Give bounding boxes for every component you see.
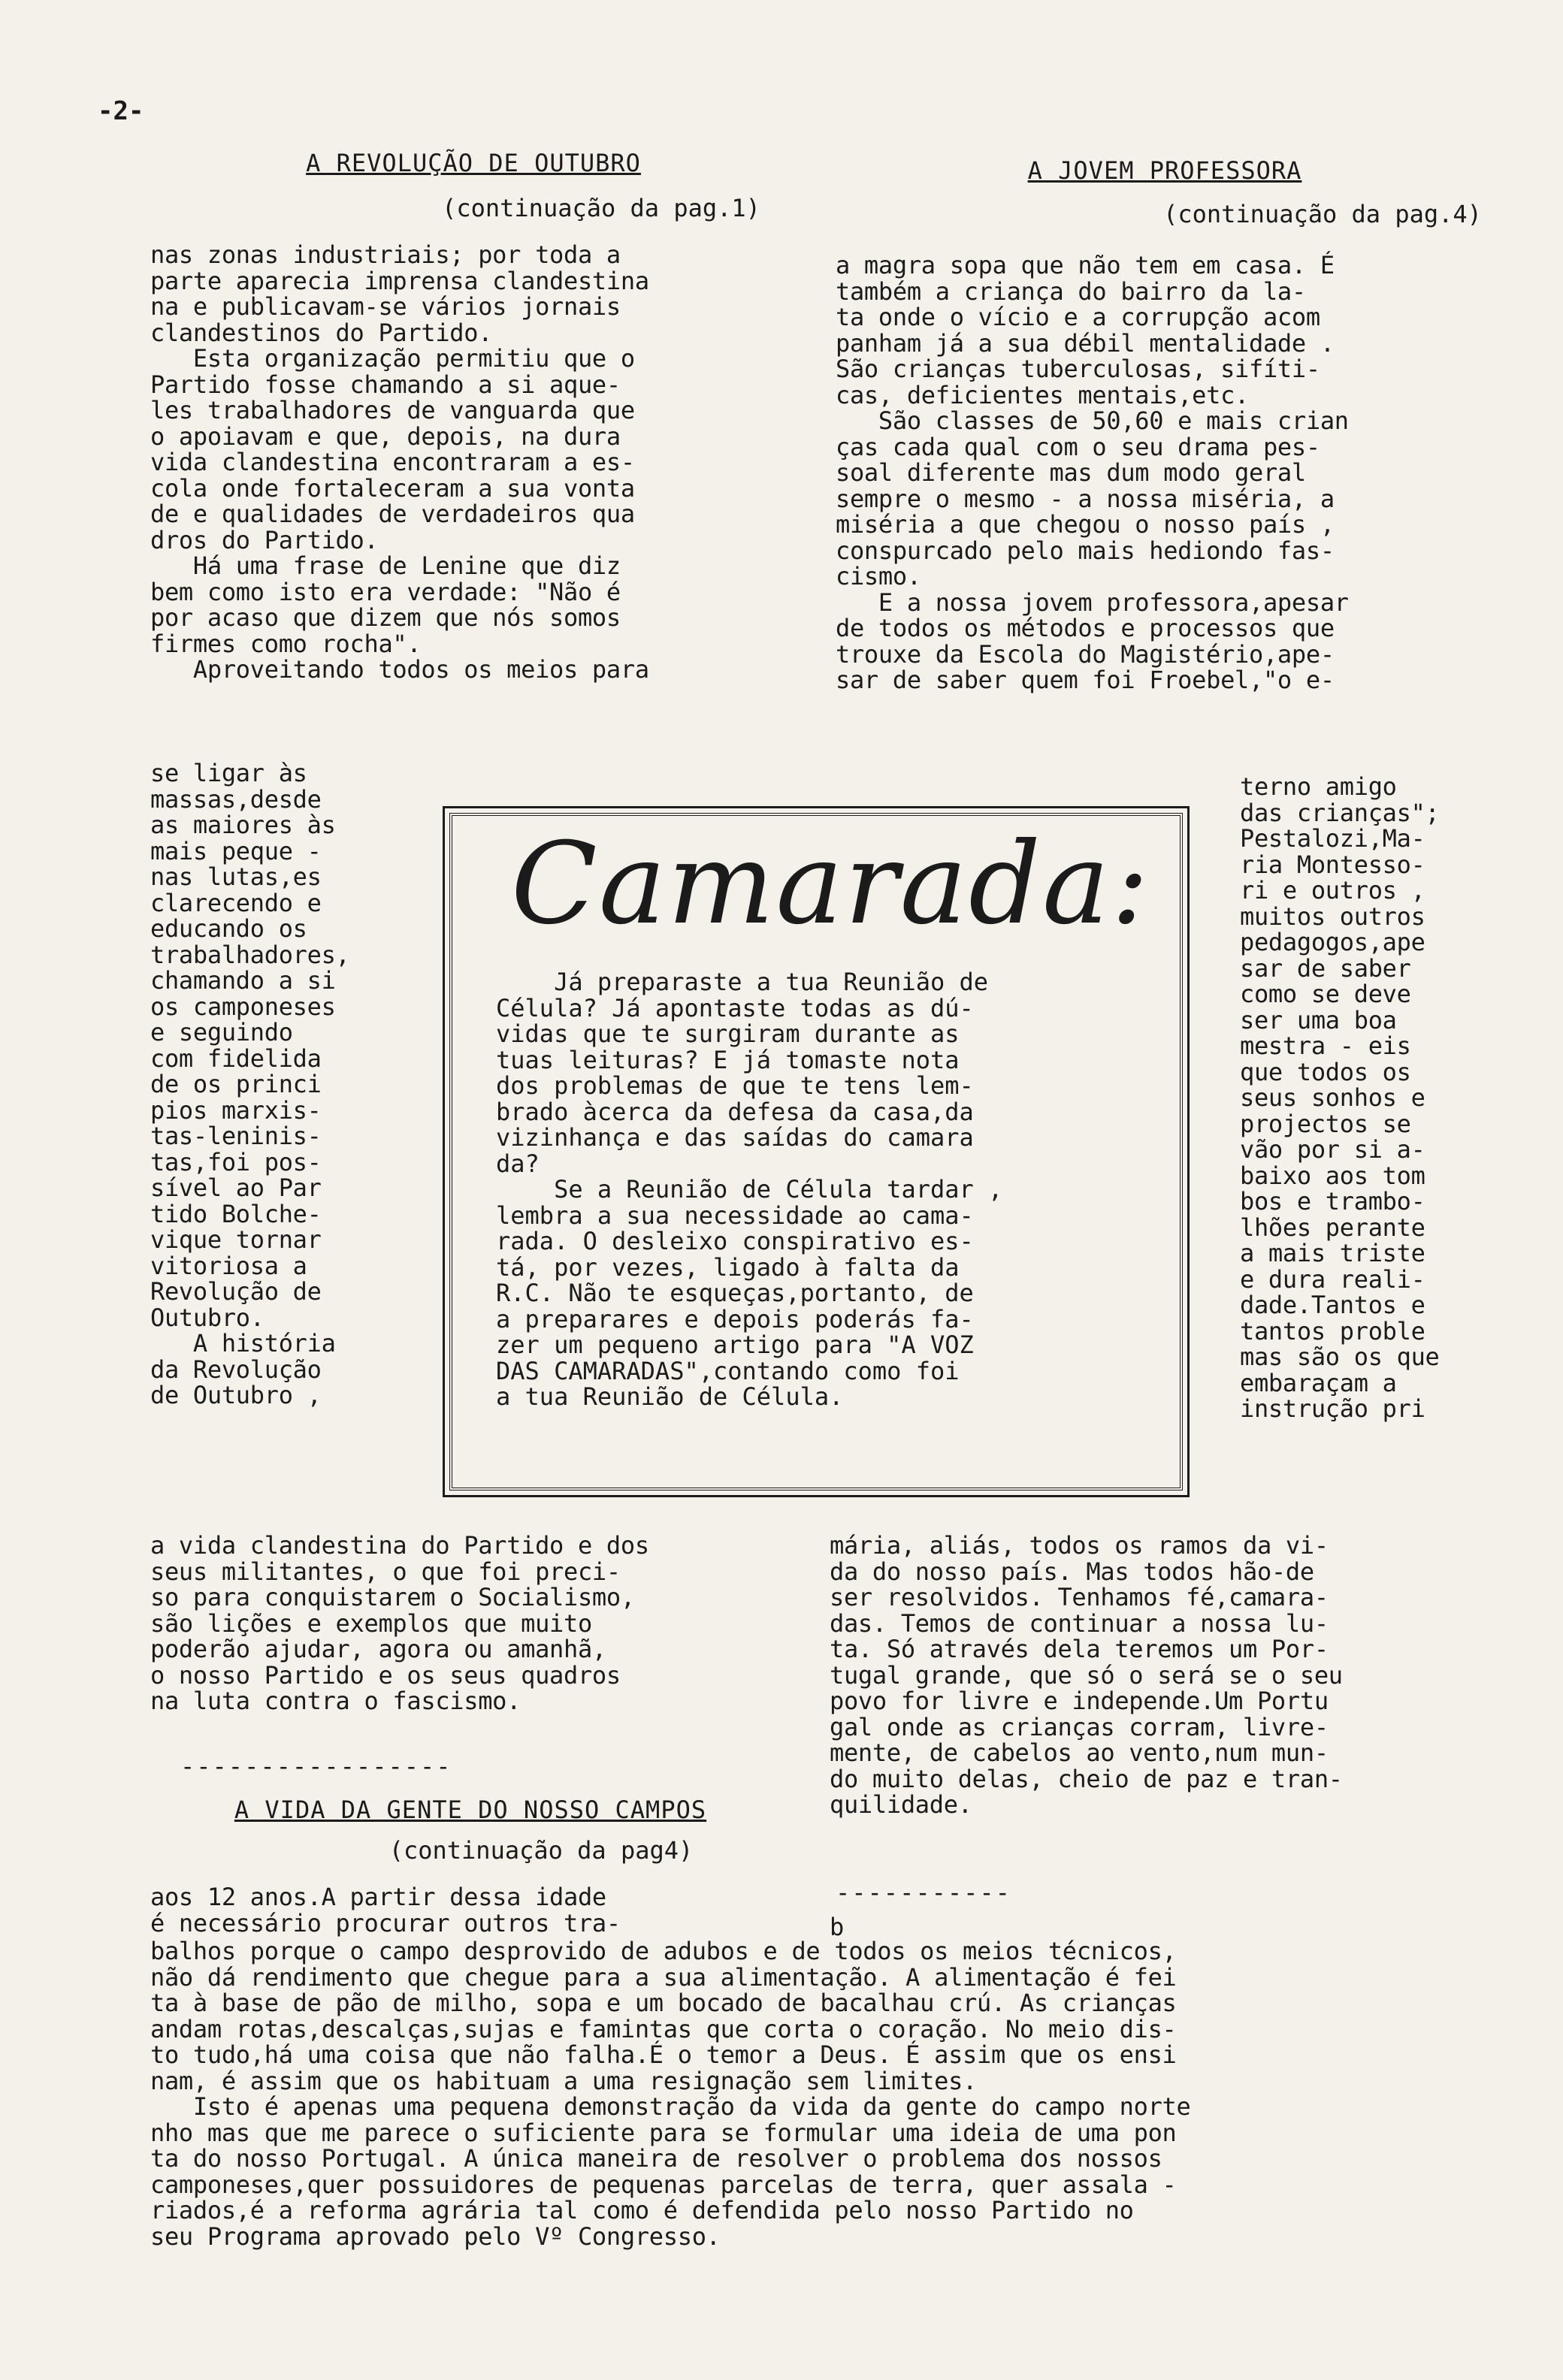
professora-continuation: (continuação da pag.4) (1163, 200, 1482, 228)
text-line: e dura reali- (1240, 1264, 1425, 1294)
text-line: ria Montesso- (1240, 850, 1425, 879)
text-line: embaraçam a (1240, 1368, 1397, 1397)
text-line: vidas que te surgiram durante as (496, 1019, 960, 1048)
text-line: Se a Reunião de Célula tardar , (496, 1175, 1003, 1204)
camarada-box-title: Camarada: (511, 819, 1150, 950)
text-line: Isto é apenas uma pequena demonstração da vida da gente do campo norte (150, 2092, 1191, 2121)
text-line: a preparares e depois poderás fa- (496, 1304, 974, 1333)
text-line: cas, deficientes mentais,etc. (836, 380, 1250, 409)
text-line: de todos os métodos e processos que (836, 614, 1335, 642)
text-line: chamando a si (150, 966, 336, 995)
text-line: tuas leituras? E já tomaste nota (496, 1045, 960, 1074)
text-line: ser uma boa (1240, 1005, 1397, 1034)
text-line: massas,desde (150, 784, 322, 814)
text-line: do muito delas, cheio de paz e tran- (830, 1764, 1343, 1793)
text-line: lembra a sua necessidade ao cama- (496, 1201, 974, 1230)
text-line: R.C. Não te esqueças,portanto, de (496, 1279, 974, 1307)
revolucao-bottom-text (150, 1533, 649, 1714)
text-line: quilidade. (830, 1790, 972, 1819)
text-line: bos e trambo- (1240, 1187, 1425, 1216)
text-line: na e publicavam-se vários jornais (150, 292, 621, 321)
text-line: se ligar às (150, 759, 307, 787)
text-line: andam rotas,descalças,sujas e famintas que corta o coração. No meio dis- (150, 2014, 1177, 2043)
text-line: tantos proble (1240, 1316, 1425, 1346)
text-line: e seguindo (150, 1018, 293, 1047)
text-line: sar de saber quem foi Froebel,"o e- (836, 666, 1335, 694)
text-line: seus militantes, o que foi preci- (150, 1557, 621, 1586)
text-line: vique tornar (150, 1225, 322, 1254)
text-line: seu Programa aprovado pelo Vº Congresso. (150, 2221, 721, 2251)
text-line: com fidelida (150, 1044, 322, 1073)
text-line: tido Bolche- (150, 1199, 322, 1228)
text-line: São crianças tuberculosas, sifíti- (836, 355, 1320, 383)
text-line: Aproveitando todos os meios para (150, 655, 649, 684)
text-line: ças cada qual com o seu drama pes- (836, 432, 1320, 461)
text-line: Há uma frase de Lenine que diz (150, 551, 621, 580)
text-line: balhos porque o campo desprovido de adubos e de todos os meios técnicos, (150, 1937, 1177, 1965)
text-line: da Revolução (150, 1355, 322, 1384)
text-line: mente, de cabelos ao vento,num mun- (830, 1738, 1329, 1767)
text-line: mais peque - (150, 836, 322, 865)
text-line: de Outubro , (150, 1381, 322, 1409)
text-line: instrução pri (1240, 1394, 1425, 1423)
campos-stray-mark: b (830, 1913, 844, 1941)
text-line: Partido fosse chamando a si aque- (150, 370, 621, 399)
text-line: também a criança do bairro da la- (836, 276, 1306, 306)
text-line: das crianças"; (1240, 798, 1440, 827)
text-line: sempre o mesmo - a nossa miséria, a (836, 484, 1335, 513)
text-line: riados,é a reforma agrária tal como é defendida pelo nosso Partido no (150, 2196, 1134, 2224)
text-line: da do nosso país. Mas todos hão-de (830, 1557, 1314, 1586)
text-line: brado àcerca da defesa da casa,da (496, 1097, 974, 1126)
page-number: -2- (98, 96, 144, 126)
text-line: mária, aliás, todos os ramos da vi- (830, 1531, 1329, 1560)
text-line: vão por si a- (1240, 1135, 1425, 1164)
text-line: nas zonas industriais; por toda a (150, 240, 621, 269)
text-line: não dá rendimento que chegue para a sua alimentação. A alimentação é fei (150, 1962, 1177, 1992)
revolucao-top-text (150, 242, 649, 683)
text-line: pedagogos,ape (1240, 928, 1425, 956)
professora-top-text (836, 252, 1349, 693)
text-line: é necessário procurar outros tra- (150, 1908, 621, 1938)
text-line: trabalhadores, (150, 940, 350, 969)
text-line: da? (496, 1149, 540, 1178)
text-line: Outubro. (150, 1303, 265, 1332)
text-line: clandestinos do Partido. (150, 318, 493, 347)
text-line: educando os (150, 914, 307, 943)
text-line: de e qualidades de verdadeiros qua (150, 500, 635, 528)
text-line: DAS CAMARADAS",contando como foi (496, 1356, 960, 1385)
text-line: soal diferente mas dum modo geral (836, 458, 1306, 487)
text-line: dos problemas de que te tens lem- (496, 1071, 974, 1100)
text-line: pios marxis- (150, 1095, 322, 1125)
text-line: são lições e exemplos que muito (150, 1608, 592, 1638)
text-line: a magra sopa que não tem em casa. É (836, 251, 1335, 279)
text-line: bem como isto era verdade: "Não é (150, 577, 621, 606)
text-line: mestra - eis (1240, 1031, 1411, 1060)
text-line: muitos outros (1240, 902, 1425, 931)
text-line: o apoiavam e que, depois, na dura (150, 421, 621, 451)
text-line: tas-leninis- (150, 1122, 322, 1150)
text-line: ta do nosso Portugal. A única maneira de resolver o problema dos nossos (150, 2144, 1162, 2173)
text-line: mas são os que (1240, 1343, 1440, 1371)
text-line: povo for livre e independe.Um Portu (830, 1687, 1329, 1715)
text-line: tas,foi pos- (150, 1147, 322, 1176)
text-line: que todos os (1240, 1057, 1411, 1086)
revolucao-title: A REVOLUÇÃO DE OUTUBRO (306, 149, 641, 177)
campos-title: A VIDA DA GENTE DO NOSSO CAMPOS (234, 1796, 707, 1824)
text-line: nho mas que me parece o suficiente para se formular uma ideia de uma pon (150, 2118, 1177, 2147)
text-line: seus sonhos e (1240, 1083, 1425, 1112)
text-line: as maiores às (150, 811, 336, 839)
text-line: vitoriosa a (150, 1251, 307, 1280)
text-line: lhões perante (1240, 1213, 1425, 1242)
text-line: baixo aos tom (1240, 1161, 1425, 1190)
professora-divider: ----------- (836, 1878, 1011, 1907)
text-line: São classes de 50,60 e mais crian (836, 406, 1349, 435)
text-line: os camponeses (150, 992, 336, 1021)
text-line: so para conquistarem o Socialismo, (150, 1583, 635, 1611)
text-line: cismo. (836, 562, 921, 590)
text-line: camponeses,quer possuidores de pequenas parcelas de terra, quer assala - (150, 2170, 1177, 2199)
text-line: A história (150, 1329, 336, 1358)
text-line: gal onde as crianças corram, livre- (830, 1712, 1329, 1741)
text-line: o nosso Partido e os seus quadros (150, 1660, 621, 1690)
text-line: a vida clandestina do Partido e dos (150, 1531, 649, 1560)
text-line: rada. O desleixo conspirativo es- (496, 1227, 974, 1255)
text-line: ta à base de pão de milho, sopa e um bocado de bacalhau crú. As crianças (150, 1989, 1177, 2017)
text-line: como se deve (1240, 980, 1411, 1008)
text-line: Célula? Já apontaste todas as dú- (496, 993, 974, 1022)
text-line: panham já a sua débil mentalidade . (836, 328, 1335, 358)
text-line: poderão ajudar, agora ou amanhã, (150, 1635, 606, 1663)
campos-continuation: (continuação da pag4) (388, 1836, 694, 1865)
text-line: sar de saber (1240, 953, 1411, 983)
text-line: clarecendo e (150, 888, 322, 917)
professora-narrow-text (1240, 774, 1440, 1422)
text-line: E a nossa jovem professora,apesar (836, 587, 1349, 617)
text-line: a mais triste (1240, 1239, 1425, 1267)
campos-text (150, 1938, 1191, 2249)
text-line: nas lutas,es (150, 862, 322, 891)
text-line: sível ao Par (150, 1173, 322, 1202)
text-line: parte aparecia imprensa clandestina (150, 266, 649, 295)
text-line: tá, por vezes, ligado à falta da (496, 1252, 960, 1282)
professora-bottom-text (830, 1533, 1343, 1818)
text-line: ri e outros , (1240, 876, 1425, 905)
text-line: projectos se (1240, 1109, 1411, 1138)
text-line: vida clandestina encontraram a es- (150, 448, 635, 476)
text-line: Pestalozi,Ma- (1240, 824, 1425, 853)
text-line: na luta contra o fascismo. (150, 1687, 522, 1715)
camarada-box-text (496, 969, 1002, 1410)
text-line: ta. Só através dela teremos um Por- (830, 1635, 1329, 1663)
text-line: aos 12 anos.A partir dessa idade (150, 1883, 606, 1911)
text-line: conspurcado pelo mais hediondo fas- (836, 536, 1335, 565)
text-line: Já preparaste a tua Reunião de (496, 968, 989, 996)
text-line: cola onde fortaleceram a sua vonta (150, 473, 635, 503)
text-line: Revolução de (150, 1277, 322, 1306)
text-line: por acaso que dizem que nós somos (150, 603, 621, 632)
text-line: vizinhança e das saídas do camara (496, 1123, 974, 1152)
text-line: trouxe da Escola do Magistério,ape- (836, 639, 1335, 669)
text-line: dros do Partido. (150, 525, 379, 554)
text-line: firmes como rocha". (150, 629, 422, 658)
revolucao-divider: ----------------- (180, 1752, 452, 1780)
text-line: nam, é assim que os habituam a uma resignação sem limites. (150, 2066, 978, 2095)
text-line: tugal grande, que só o será se o seu (830, 1660, 1343, 1690)
text-line: de os princi (150, 1070, 322, 1098)
text-line: a tua Reunião de Célula. (496, 1382, 844, 1411)
text-line: terno amigo (1240, 772, 1397, 801)
text-line: miséria a que chegou o nosso país , (836, 510, 1335, 539)
text-line: zer um pequeno artigo para "A VOZ (496, 1330, 974, 1359)
text-line: Esta organização permitiu que o (150, 344, 635, 373)
text-line: dade.Tantos e (1240, 1291, 1425, 1319)
revolucao-continuation: (continuação da pag.1) (442, 194, 760, 222)
revolucao-narrow-text (150, 760, 350, 1409)
text-line: to tudo,há uma coisa que não falha.É o temor a Deus. É assim que os ensi (150, 2040, 1177, 2069)
text-line: das. Temos de continuar a nossa lu- (830, 1608, 1329, 1638)
text-line: ta onde o vício e a corrupção acom (836, 303, 1320, 331)
campos-top-text (150, 1884, 621, 1936)
text-line: ser resolvidos. Tenhamos fé,camara- (830, 1583, 1329, 1611)
text-line: les trabalhadores de vanguarda que (150, 396, 635, 424)
professora-title: A JOVEM PROFESSORA (1027, 156, 1302, 185)
